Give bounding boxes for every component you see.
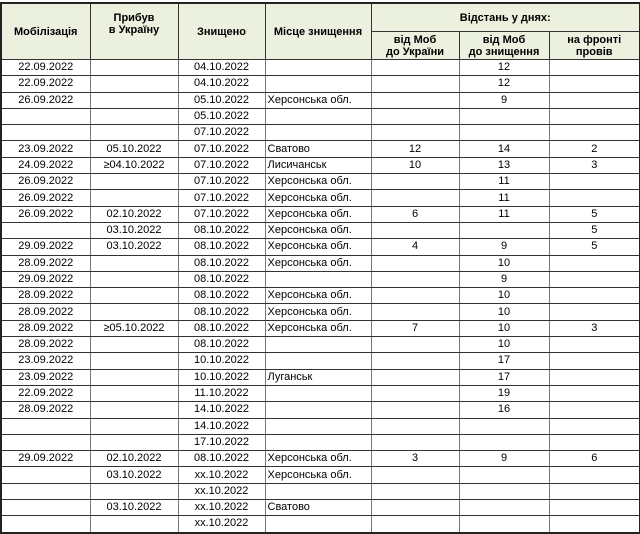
cell-place [265, 353, 371, 369]
cell-place: Херсонська обл. [265, 467, 371, 483]
cell-place [265, 434, 371, 450]
cell-mobilization: 22.09.2022 [1, 385, 90, 401]
header-mob-to-ukraine [371, 32, 459, 60]
table-row [1, 108, 640, 124]
cell-mobilization: 28.09.2022 [1, 320, 90, 336]
cell-mob-to-ukraine [371, 434, 459, 450]
table-row [1, 418, 640, 434]
cell-mobilization: 28.09.2022 [1, 288, 90, 304]
cell-mobilization [1, 125, 90, 141]
cell-place: Херсонська обл. [265, 255, 371, 271]
cell-destroyed: 08.10.2022 [178, 271, 265, 287]
cell-place [265, 402, 371, 418]
cell-destroyed: 05.10.2022 [178, 108, 265, 124]
header-front-days [549, 32, 640, 60]
table-row [1, 206, 640, 222]
cell-place [265, 418, 371, 434]
table-row [1, 125, 640, 141]
table-row [1, 369, 640, 385]
cell-mob-to-ukraine: 10 [371, 157, 459, 173]
cell-mobilization [1, 483, 90, 499]
cell-mob-to-ukraine [371, 500, 459, 516]
header-front-days-line1: на фронті [567, 33, 622, 46]
table-row [1, 451, 640, 467]
cell-arrival [90, 369, 178, 385]
cell-mob-to-destroyed: 9 [459, 451, 549, 467]
cell-front-days [549, 418, 640, 434]
cell-front-days [549, 467, 640, 483]
cell-mob-to-ukraine [371, 337, 459, 353]
cell-front-days [549, 92, 640, 108]
table-row [1, 174, 640, 190]
cell-mob-to-destroyed: 13 [459, 157, 549, 173]
cell-front-days [549, 353, 640, 369]
cell-front-days [549, 255, 640, 271]
cell-destroyed: 04.10.2022 [178, 76, 265, 92]
cell-mob-to-ukraine: 6 [371, 206, 459, 222]
cell-front-days: 5 [549, 222, 640, 238]
cell-mob-to-destroyed: 11 [459, 206, 549, 222]
cell-destroyed: 08.10.2022 [178, 222, 265, 238]
cell-mob-to-destroyed [459, 483, 549, 499]
cell-place: Херсонська обл. [265, 92, 371, 108]
cell-mobilization: 26.09.2022 [1, 92, 90, 108]
header-arrival [90, 3, 178, 60]
cell-destroyed: 14.10.2022 [178, 418, 265, 434]
table-row [1, 222, 640, 238]
cell-place: Херсонська обл. [265, 174, 371, 190]
cell-mobilization: 28.09.2022 [1, 402, 90, 418]
cell-arrival [90, 418, 178, 434]
cell-mob-to-ukraine [371, 418, 459, 434]
cell-arrival [90, 190, 178, 206]
cell-arrival: 03.10.2022 [90, 500, 178, 516]
cell-destroyed: 05.10.2022 [178, 92, 265, 108]
cell-mob-to-destroyed: 10 [459, 304, 549, 320]
cell-mob-to-destroyed: 10 [459, 255, 549, 271]
table-row [1, 483, 640, 499]
cell-place [265, 125, 371, 141]
cell-arrival: 02.10.2022 [90, 451, 178, 467]
header-mob-to-ukraine-line2: до України [385, 45, 445, 58]
cell-destroyed: 04.10.2022 [178, 60, 265, 76]
cell-arrival [90, 288, 178, 304]
cell-place: Лисичанськ [265, 157, 371, 173]
cell-place: Херсонська обл. [265, 288, 371, 304]
cell-front-days [549, 516, 640, 533]
table-row [1, 402, 640, 418]
cell-arrival [90, 92, 178, 108]
cell-front-days [549, 402, 640, 418]
cell-destroyed: 11.10.2022 [178, 385, 265, 401]
cell-mobilization: 26.09.2022 [1, 206, 90, 222]
table-row [1, 434, 640, 450]
cell-mobilization: 22.09.2022 [1, 76, 90, 92]
cell-mobilization: 29.09.2022 [1, 451, 90, 467]
cell-arrival [90, 353, 178, 369]
cell-mob-to-ukraine [371, 516, 459, 533]
table-body [1, 60, 640, 533]
cell-mob-to-destroyed [459, 125, 549, 141]
cell-mob-to-ukraine [371, 402, 459, 418]
table-row [1, 255, 640, 271]
cell-mob-to-destroyed [459, 516, 549, 533]
cell-mob-to-ukraine [371, 467, 459, 483]
cell-destroyed: 17.10.2022 [178, 434, 265, 450]
cell-mob-to-destroyed: 11 [459, 174, 549, 190]
cell-arrival [90, 271, 178, 287]
cell-place: Сватово [265, 500, 371, 516]
losses-table [0, 2, 640, 534]
cell-mob-to-destroyed [459, 467, 549, 483]
cell-destroyed: xx.10.2022 [178, 516, 265, 533]
table-row [1, 337, 640, 353]
cell-arrival [90, 108, 178, 124]
cell-mob-to-ukraine [371, 369, 459, 385]
cell-place [265, 108, 371, 124]
cell-mob-to-ukraine [371, 385, 459, 401]
cell-front-days [549, 76, 640, 92]
cell-mob-to-destroyed: 12 [459, 60, 549, 76]
cell-arrival [90, 255, 178, 271]
header-place: Місце знищення [265, 3, 371, 60]
cell-arrival [90, 304, 178, 320]
cell-mobilization: 23.09.2022 [1, 141, 90, 157]
cell-destroyed: 08.10.2022 [178, 304, 265, 320]
cell-mobilization [1, 500, 90, 516]
cell-destroyed: xx.10.2022 [178, 483, 265, 499]
cell-mob-to-destroyed: 12 [459, 76, 549, 92]
cell-destroyed: 07.10.2022 [178, 157, 265, 173]
cell-arrival [90, 402, 178, 418]
cell-place [265, 337, 371, 353]
cell-place [265, 271, 371, 287]
table-row [1, 320, 640, 336]
cell-mob-to-ukraine [371, 255, 459, 271]
cell-mobilization [1, 108, 90, 124]
cell-place: Херсонська обл. [265, 206, 371, 222]
cell-destroyed: 08.10.2022 [178, 255, 265, 271]
cell-place: Херсонська обл. [265, 320, 371, 336]
cell-mob-to-destroyed [459, 500, 549, 516]
cell-mob-to-ukraine [371, 304, 459, 320]
cell-destroyed: 14.10.2022 [178, 402, 265, 418]
cell-destroyed: 07.10.2022 [178, 125, 265, 141]
cell-front-days [549, 60, 640, 76]
cell-arrival [90, 483, 178, 499]
cell-arrival [90, 60, 178, 76]
table-row [1, 516, 640, 533]
cell-place: Херсонська обл. [265, 451, 371, 467]
header-arrival-line1: Прибув [113, 12, 155, 24]
table-row [1, 467, 640, 483]
cell-mob-to-destroyed: 19 [459, 385, 549, 401]
table-row [1, 271, 640, 287]
cell-place: Херсонська обл. [265, 222, 371, 238]
cell-mobilization [1, 418, 90, 434]
table-row [1, 500, 640, 516]
table-row [1, 385, 640, 401]
header-mob-to-ukraine-line1: від Моб [393, 33, 437, 46]
cell-mob-to-destroyed: 9 [459, 92, 549, 108]
cell-mobilization: 26.09.2022 [1, 174, 90, 190]
cell-front-days: 6 [549, 451, 640, 467]
cell-mobilization: 26.09.2022 [1, 190, 90, 206]
cell-mob-to-destroyed: 17 [459, 353, 549, 369]
cell-arrival: ≥05.10.2022 [90, 320, 178, 336]
cell-mobilization: 28.09.2022 [1, 255, 90, 271]
cell-destroyed: 07.10.2022 [178, 174, 265, 190]
cell-arrival [90, 76, 178, 92]
cell-front-days: 3 [549, 157, 640, 173]
table-row [1, 190, 640, 206]
cell-destroyed: 08.10.2022 [178, 288, 265, 304]
cell-front-days [549, 288, 640, 304]
table-row [1, 92, 640, 108]
cell-mobilization: 22.09.2022 [1, 60, 90, 76]
header-mob-to-destroyed-line1: від Моб [482, 33, 526, 46]
cell-mobilization: 23.09.2022 [1, 353, 90, 369]
cell-arrival [90, 434, 178, 450]
cell-mob-to-destroyed [459, 434, 549, 450]
cell-arrival: 03.10.2022 [90, 222, 178, 238]
cell-arrival: 03.10.2022 [90, 239, 178, 255]
cell-destroyed: 07.10.2022 [178, 190, 265, 206]
cell-arrival [90, 174, 178, 190]
cell-destroyed: 10.10.2022 [178, 353, 265, 369]
cell-place: Херсонська обл. [265, 304, 371, 320]
cell-mobilization [1, 434, 90, 450]
header-arrival-line2: в Україну [108, 24, 160, 36]
header-mob-to-destroyed [459, 32, 549, 60]
cell-place [265, 516, 371, 533]
cell-mobilization: 28.09.2022 [1, 337, 90, 353]
cell-arrival: 05.10.2022 [90, 141, 178, 157]
cell-front-days [549, 271, 640, 287]
cell-front-days: 3 [549, 320, 640, 336]
header-mobilization: Мобілізація [1, 3, 90, 60]
cell-place [265, 385, 371, 401]
header-destroyed: Знищено [178, 3, 265, 60]
cell-front-days [549, 304, 640, 320]
cell-place: Сватово [265, 141, 371, 157]
header-front-days-line2: провів [575, 45, 613, 58]
cell-arrival: ≥04.10.2022 [90, 157, 178, 173]
cell-place: Херсонська обл. [265, 190, 371, 206]
cell-place [265, 76, 371, 92]
cell-mob-to-ukraine [371, 60, 459, 76]
cell-place [265, 483, 371, 499]
cell-mob-to-ukraine [371, 125, 459, 141]
cell-place: Луганськ [265, 369, 371, 385]
cell-destroyed: 08.10.2022 [178, 320, 265, 336]
cell-place [265, 60, 371, 76]
cell-front-days [549, 337, 640, 353]
cell-mob-to-ukraine [371, 483, 459, 499]
cell-mobilization: 29.09.2022 [1, 271, 90, 287]
cell-arrival [90, 385, 178, 401]
cell-mob-to-ukraine [371, 353, 459, 369]
cell-mob-to-destroyed: 10 [459, 320, 549, 336]
cell-mob-to-destroyed: 14 [459, 141, 549, 157]
cell-front-days [549, 434, 640, 450]
cell-place: Херсонська обл. [265, 239, 371, 255]
cell-mob-to-destroyed: 9 [459, 239, 549, 255]
cell-destroyed: 07.10.2022 [178, 141, 265, 157]
cell-mob-to-ukraine: 4 [371, 239, 459, 255]
cell-destroyed: 08.10.2022 [178, 337, 265, 353]
cell-mob-to-ukraine [371, 92, 459, 108]
cell-mob-to-ukraine [371, 108, 459, 124]
cell-front-days [549, 483, 640, 499]
cell-arrival: 02.10.2022 [90, 206, 178, 222]
table-row [1, 157, 640, 173]
cell-mobilization: 23.09.2022 [1, 369, 90, 385]
cell-destroyed: 10.10.2022 [178, 369, 265, 385]
table-row [1, 239, 640, 255]
cell-mob-to-ukraine: 12 [371, 141, 459, 157]
cell-mob-to-ukraine [371, 190, 459, 206]
cell-mob-to-destroyed: 11 [459, 190, 549, 206]
cell-mob-to-ukraine: 3 [371, 451, 459, 467]
cell-mob-to-destroyed [459, 108, 549, 124]
cell-mob-to-ukraine [371, 222, 459, 238]
cell-mob-to-destroyed [459, 418, 549, 434]
table-row [1, 304, 640, 320]
cell-front-days: 2 [549, 141, 640, 157]
cell-mob-to-destroyed: 10 [459, 288, 549, 304]
cell-front-days [549, 125, 640, 141]
cell-mob-to-destroyed: 10 [459, 337, 549, 353]
cell-front-days [549, 174, 640, 190]
cell-front-days: 5 [549, 239, 640, 255]
cell-mob-to-ukraine [371, 271, 459, 287]
header-distance: Відстань у днях: [371, 3, 640, 32]
cell-arrival [90, 125, 178, 141]
cell-mob-to-destroyed: 16 [459, 402, 549, 418]
cell-mob-to-destroyed: 17 [459, 369, 549, 385]
cell-destroyed: xx.10.2022 [178, 500, 265, 516]
cell-mob-to-ukraine [371, 76, 459, 92]
cell-front-days [549, 500, 640, 516]
cell-mob-to-ukraine [371, 174, 459, 190]
cell-arrival [90, 516, 178, 533]
cell-mob-to-ukraine [371, 288, 459, 304]
table-row [1, 353, 640, 369]
cell-mob-to-ukraine: 7 [371, 320, 459, 336]
cell-arrival: 03.10.2022 [90, 467, 178, 483]
cell-mobilization [1, 516, 90, 533]
cell-mobilization: 28.09.2022 [1, 304, 90, 320]
table-row [1, 288, 640, 304]
cell-front-days: 5 [549, 206, 640, 222]
cell-destroyed: 07.10.2022 [178, 206, 265, 222]
table-row [1, 76, 640, 92]
cell-destroyed: xx.10.2022 [178, 467, 265, 483]
cell-front-days [549, 190, 640, 206]
cell-mob-to-destroyed: 9 [459, 271, 549, 287]
cell-mobilization: 29.09.2022 [1, 239, 90, 255]
cell-destroyed: 08.10.2022 [178, 451, 265, 467]
table-row [1, 60, 640, 76]
cell-front-days [549, 108, 640, 124]
table-row [1, 141, 640, 157]
cell-mobilization [1, 467, 90, 483]
cell-arrival [90, 337, 178, 353]
cell-front-days [549, 369, 640, 385]
header-mob-to-destroyed-line2: до знищення [468, 45, 540, 58]
cell-front-days [549, 385, 640, 401]
cell-mobilization [1, 222, 90, 238]
cell-mobilization: 24.09.2022 [1, 157, 90, 173]
cell-mob-to-destroyed [459, 222, 549, 238]
cell-destroyed: 08.10.2022 [178, 239, 265, 255]
